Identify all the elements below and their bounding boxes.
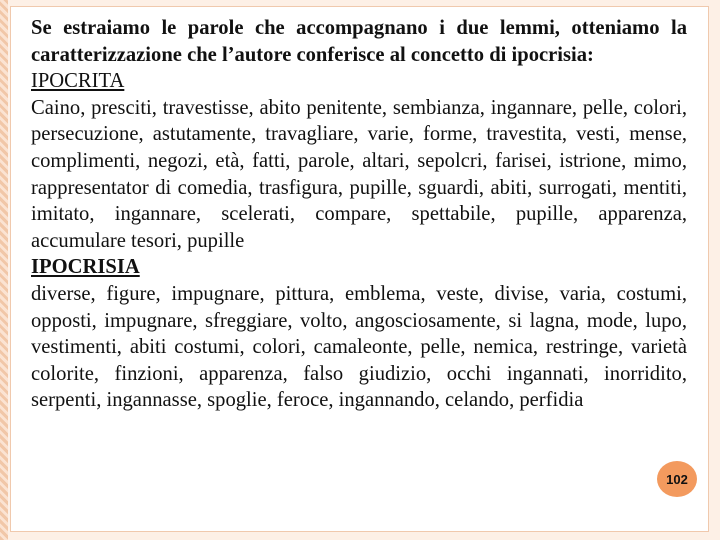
intro-paragraph: Se estraiamo le parole che accompagnano i due lemmi, otteniamo la caratterizzazione che l’autore conferisce al concetto di ipocrisia: xyxy=(31,17,687,66)
page-number: 102 xyxy=(666,471,688,487)
section-text-ipocrisia: diverse, figure, impugnare, pittura, emblema, veste, divise, varia, costumi, opposti, impugnare, sfreggiare, volto, angosciosamente, si lagna, mode, lupo, vestimenti, abiti costumi, colori, camaleonte, pelle, nemica, restringe, varietà colorite, finzioni, apparenza, falso giudizio, occhi ingannati, inorridito, serpenti, ingannasse, spoglie, feroce, ingannando, celando, perfidia xyxy=(31,282,687,412)
section-heading-ipocrisia: IPOCRISIA xyxy=(31,256,140,279)
slide xyxy=(10,6,709,532)
page-number-badge xyxy=(657,461,697,497)
section-text-ipocrita: Caino, presciti, travestisse, abito penitente, sembianza, ingannare, pelle, colori, persecuzione, astutamente, travagliare, varie, forme, travestita, vesti, mense, complimenti, negozi, età, fatti, parole, altari, sepolcri, farisei, istrione, mimo, rappresentator di comedia, trasfigura, pupille, sguardi, abiti, surrogati, mentiti, imitato, ingannare, scelerati, compare, spettabile, pupille, apparenza, accumulare tesori, pupille xyxy=(31,96,687,252)
section-heading-ipocrita: IPOCRITA xyxy=(31,70,125,93)
slide-text xyxy=(31,15,687,414)
decorative-stripe xyxy=(0,0,8,540)
